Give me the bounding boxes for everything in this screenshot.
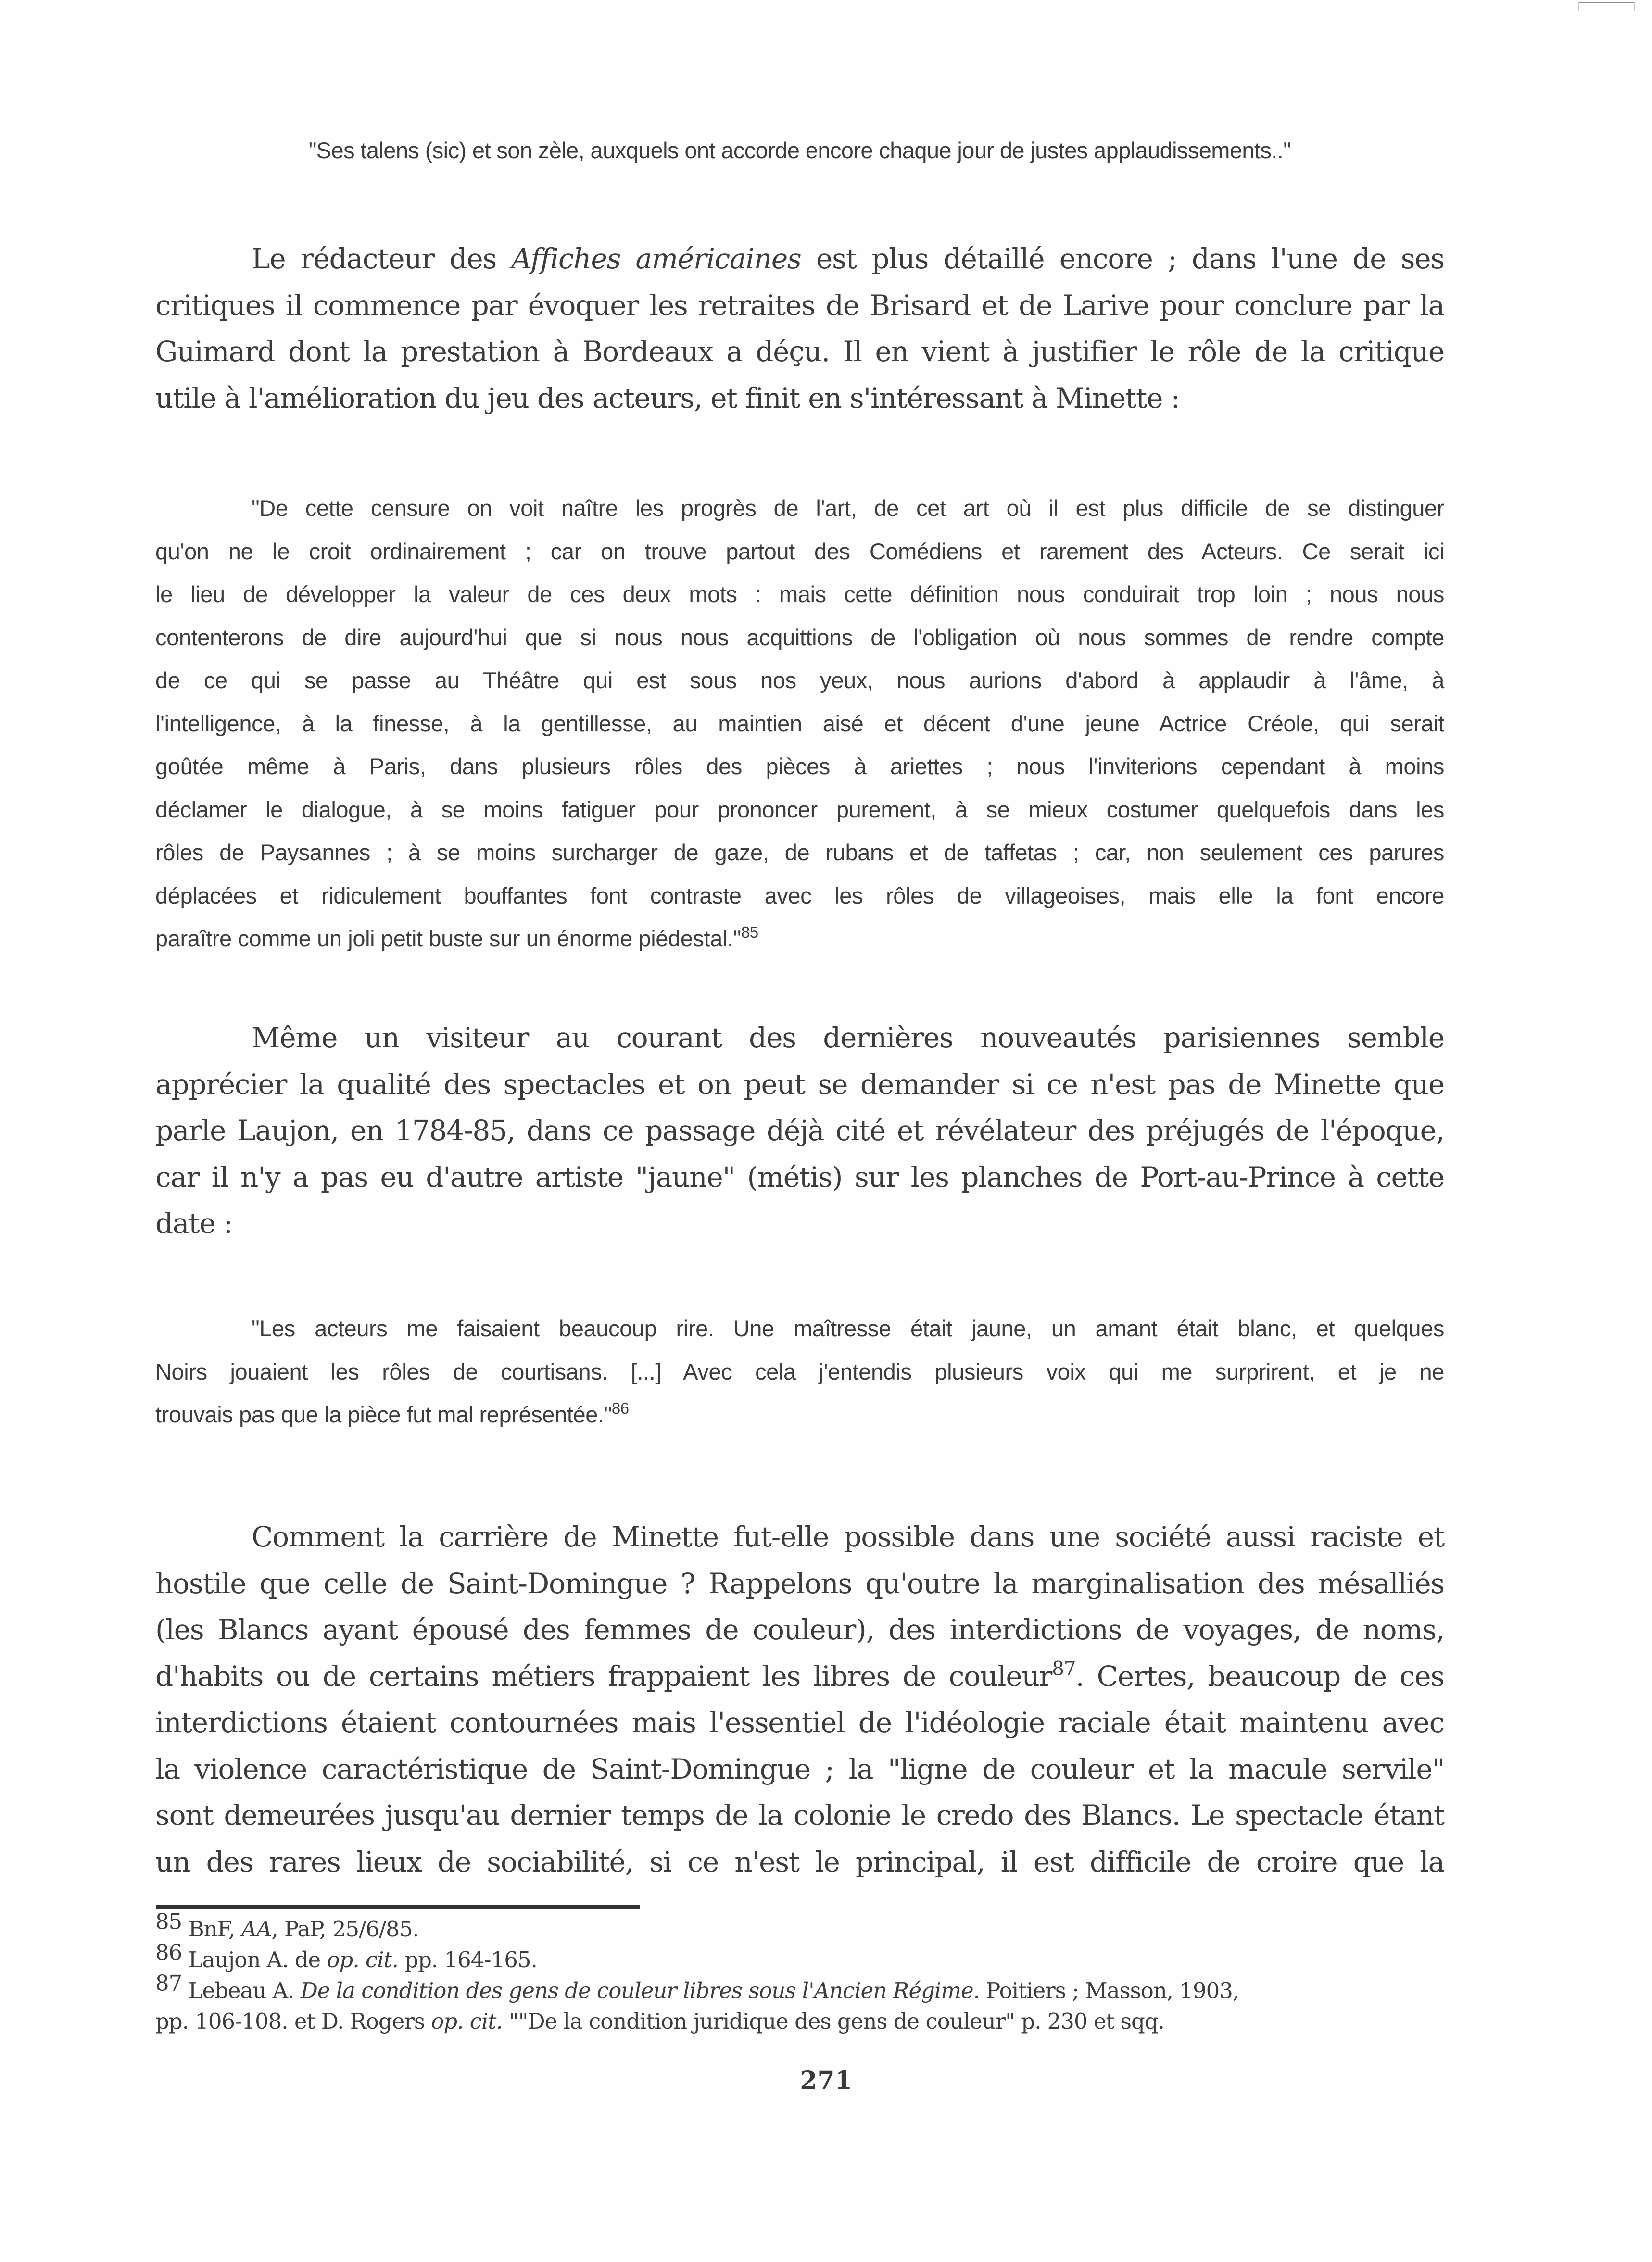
paragraph-line: Même un visiteur au courant des dernières nouveautés parisiennes semble [252,1021,1444,1054]
paragraph-line: Le rédacteur des Affiches américaines est plus détaillé encore ; dans l'une de ses [252,242,1444,275]
quote-line: déclamer le dialogue, à se moins fatiguer pour prononcer purement, à se mieux costumer quelquefois dans les [155,796,1444,822]
footnote-87: 87 Lebeau A. De la condition des gens de couleur libres sous l'Ancien Régime. Poitiers ; Masson, 1903, pp. 106-108. et D. Rogers op. cit. ""De la condition juridique des gens de couleur" p. 230 et sqq. [155,1970,1239,2034]
footnote-ref-87[interactable]: 87 [1052,1657,1076,1680]
paragraph-line: (les Blancs ayant épousé des femmes de couleur), des interdictions de voyages, de noms, [155,1613,1444,1646]
paragraph-3 [155,1514,1444,1885]
paragraph-line: Guimard dont la prestation à Bordeaux a déçu. Il en vient à justifier le rôle de la critique [155,335,1444,368]
scan-corner-mark [1578,2,1635,3]
footnote-85: 85 BnF, AA, PaP, 25/6/85. [155,1909,419,1942]
quote-1 [155,487,1444,960]
paragraph-line: critiques il commence par évoquer les retraites de Brisard et de Larive pour conclure par la [155,289,1444,322]
paragraph-line: interdictions étaient contournées mais l'essentiel de l'idéologie raciale était maintenu avec [155,1706,1444,1739]
quote-2 [155,1307,1444,1436]
paragraph-line: car il n'y a pas eu d'autre artiste "jaune" (métis) sur les planches de Port-au-Prince à cette [155,1160,1444,1194]
quote-line: déplacées et ridiculement bouffantes font contraste avec les rôles de villageoises, mais elle la font encore [155,882,1444,908]
paragraph-line: sont demeurées jusqu'au dernier temps de la colonie le credo des Blancs. Le spectacle étant [155,1799,1444,1832]
paragraph-line: Comment la carrière de Minette fut-elle possible dans une société aussi raciste et [252,1521,1444,1553]
quote-line: de ce qui se passe au Théâtre qui est sous nos yeux, nous aurions d'abord à applaudir à l'âme, à [155,667,1444,693]
page-number: 271 [800,2066,852,2095]
paragraph-line: date : [155,1207,233,1240]
quote-line: rôles de Paysannes ; à se moins surcharger de gaze, de rubans et de taffetas ; car, non seulement ces parures [155,840,1444,865]
quote-line: Noirs jouaient les rôles de courtisans. [...] Avec cela j'entendis plusieurs voix qui me surprirent, et je ne [155,1358,1444,1384]
quote-line: le lieu de développer la valeur de ces deux mots : mais cette définition nous conduirait trop loin ; nous nous [155,581,1444,607]
footnote-ref-85[interactable]: 85 [741,923,758,941]
footnote-ref-86[interactable]: 86 [611,1399,629,1417]
quote-line: "De cette censure on voit naître les progrès de l'art, de cet art où il est plus difficile de se distinguer [252,495,1444,521]
quote-line: l'intelligence, à la finesse, à la gentillesse, au maintien aisé et décent d'une jeune Actrice Créole, qui serait [155,710,1444,736]
paragraph-line: parle Laujon, en 1784-85, dans ce passage déjà cité et révélateur des préjugés de l'époque, [155,1114,1444,1147]
quote-line: "Ses talens (sic) et son zèle, auxquels ont accorde encore chaque jour de justes applaudissements.." [308,138,1291,163]
paragraph-line: utile à l'amélioration du jeu des acteurs, et finit en s'intéressant à Minette : [155,381,1180,415]
footnotes [155,1904,1444,2037]
quote-line: trouvais pas que la pièce fut mal représentée."$^{86}$ [155,1399,629,1427]
quote-line: contenterons de dire aujourd'hui que si nous nous acquittions de l'obligation où nous sommes de rendre compte [155,624,1444,650]
journal-title: Affiches américaines [511,242,801,275]
quote-top [155,129,1444,172]
paragraph-2 [155,1015,1444,1247]
footnote-86: 86 Laujon A. de op. cit. pp. 164-165. [155,1939,537,1973]
paragraph-line: un des rares lieux de sociabilité, si ce n'est le principal, il est difficile de croire que la [155,1845,1444,1878]
paragraph-line: apprécier la qualité des spectacles et on peut se demander si ce n'est pas de Minette que [155,1068,1444,1101]
quote-line: qu'on ne le croit ordinairement ; car on trouve partout des Comédiens et rarement des Acteurs. Ce serait ici [155,538,1444,564]
paragraph-line: d'habits ou de certains métiers frappaient les libres de couleur$^{87}$. Certes, beaucoup de ces [155,1657,1444,1693]
paragraph-1 [155,236,1444,421]
paragraph-line: la violence caractéristique de Saint-Domingue ; la "ligne de couleur et la macule servile" [155,1752,1444,1785]
quote-line: paraître comme un joli petit buste sur un énorme piédestal."$^{85}$ [155,923,758,951]
quote-line: "Les acteurs me faisaient beaucoup rire. Une maîtresse était jaune, un amant était blanc, et quelques [252,1316,1444,1341]
quote-line: goûtée même à Paris, dans plusieurs rôles des pièces à ariettes ; nous l'inviterions cependant à moins [155,754,1444,779]
paragraph-line: hostile que celle de Saint-Domingue ? Rappelons qu'outre la marginalisation des mésalliés [155,1567,1444,1600]
